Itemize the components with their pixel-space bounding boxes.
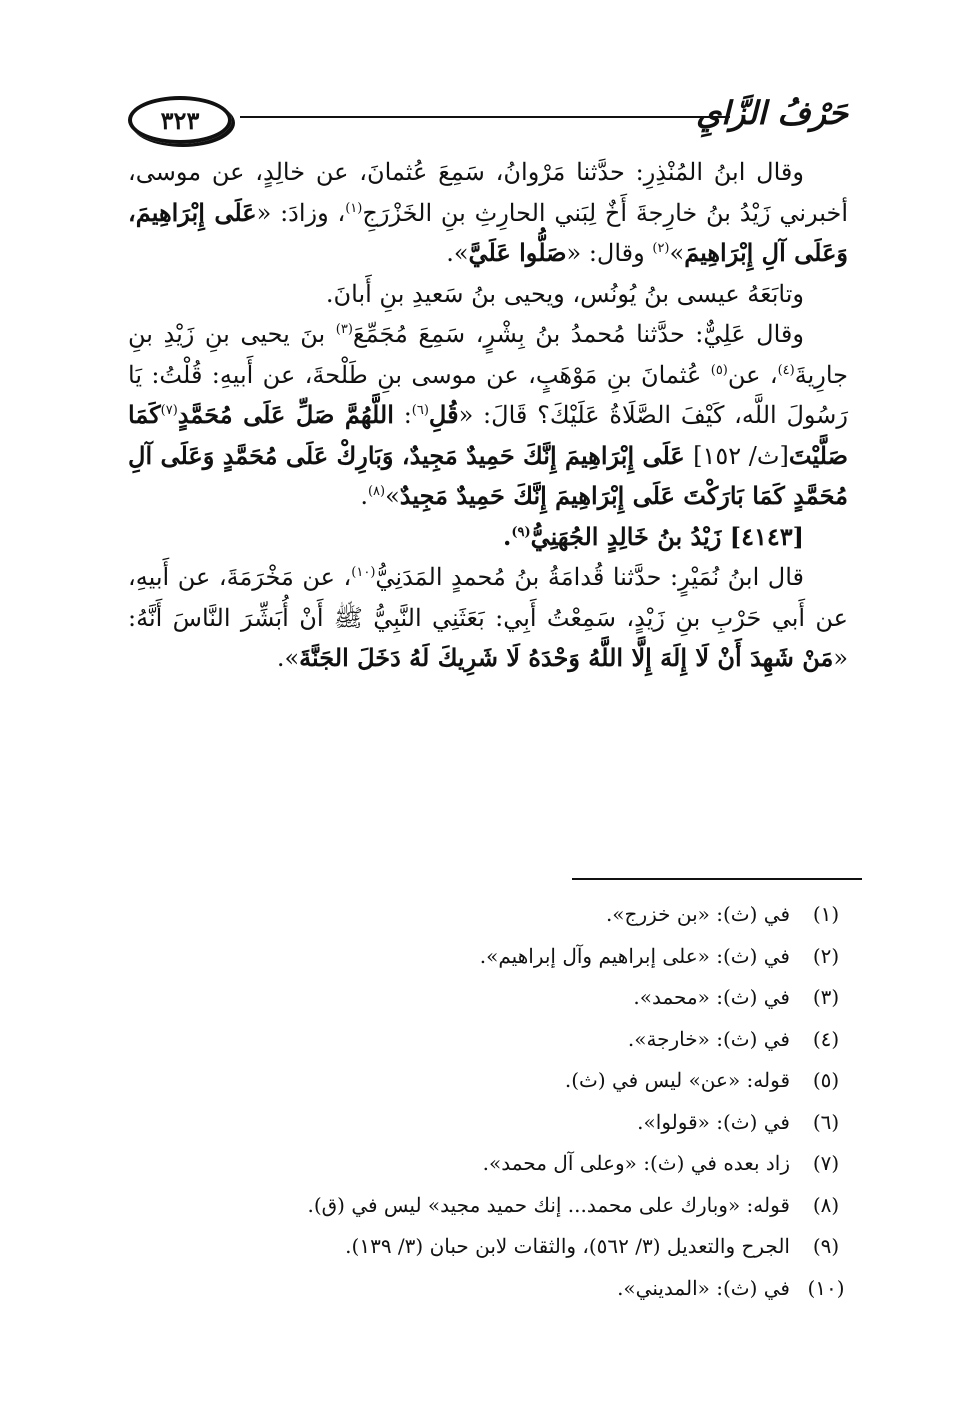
footnote: (٨) قوله: «وبارك على محمد... إنك حميد مجيد» ليس في (ق). (307, 1192, 840, 1217)
footnote-ref: (١) (345, 200, 363, 216)
paragraph-2: وتابَعَهُ عيسى بنُ يُونُس، ويحيى بنُ سَعيدِ بنِ أَبانَ. (325, 279, 804, 308)
footnote: (٦) في (ث): «قولوا». (637, 1109, 840, 1134)
footnote: (٩) الجرح والتعديل (٣/ ٥٦٢)، والثقات لابن حبان (٣/ ١٣٩). (345, 1234, 840, 1258)
footnote-ref: (٥) (710, 362, 728, 378)
footnote: (٢) في (ث): «على إبراهيم وآل إبراهيم». (479, 943, 840, 968)
header-rule (240, 116, 730, 118)
footnote-ref: (٤) (777, 362, 795, 378)
footnote-ref: (٧) (160, 403, 178, 418)
page-number: ٣٢٣ (128, 96, 232, 144)
footnote-ref: (١٠) (351, 565, 376, 580)
footnote: (١٠) في (ث): «المديني». (617, 1275, 845, 1300)
page-header (128, 92, 848, 142)
footnote-ref: (٩) (511, 524, 531, 540)
footnote-ref: (٨) (367, 484, 386, 499)
paragraph-1: وقال ابنُ المُنْذِرِ: حدَّثنا مَرْوانُ، سَمِعَ عُثمانَ، عن خالِدٍ، عن موسى، أخبرني زَيْدُ بنُ خارِجةَ أَخٌ لِبَني الحارِثِ بنِ الخَزْرَجِ$^{(١)}$، وزادَ: «عَلَى إِبْرَاهِيمَ، وَعَلَى آلِ إِبْرَاهِيمَ»$^{(٢)}$ وقال: «صَلُّوا عَلَيَّ». (128, 158, 849, 267)
paragraph-4: قال ابنُ نُمَيْرٍ: حدَّثنا قُدامَةُ بنُ مُحمدٍ المَدَنِيُّ$^{(١٠)}$، عن مَخْرَمَةَ، عن أَبيهِ، عن أَبي حَرْبِ بنِ زَيْدٍ، سَمِعْتُ أَبِي: بَعَثَنِي النَّبِيُّ ﷺ أَنْ أُبَشِّرَ النَّاسَ أَنَّهُ: «مَنْ شَهِدَ أَنْ لَا إِلَهَ إِلَّا اللَّهُ وَحْدَهُ لَا شَرِيكَ لَهُ دَخَلَ الجَنَّةَ». (128, 563, 848, 672)
footnote: (٤) في (ث): «خارجة». (627, 1026, 840, 1051)
footnote: (٥) قوله: «عن» ليس في (ث). (564, 1068, 840, 1092)
entry-heading: [٤١٤٣] زَيْدُ بنُ خَالِدٍ الجُهَنِيُّ$^{(٩)}$. (502, 521, 804, 551)
footnote-ref: (٢) (652, 241, 670, 256)
manuscript-ref: [ث/ ١٥٢] (693, 441, 789, 470)
footnotes (128, 894, 848, 1309)
footnote: (٧) زاد بعده في (ث): «وعلى آل محمد». (482, 1151, 840, 1175)
footnote-ref: (٦) (411, 403, 429, 418)
footnote-separator (572, 878, 862, 880)
paragraph-3: وقال عَلِيٌّ: حدَّثنا مُحمدُ بنُ بِشْرٍ، سَمِعَ مُجَمِّعَ$^{(٣)}$ بنَ يحيى بنِ زَيْدِ بنِ جارِيةَ$^{(٤)}$، عن$^{(٥)}$ عُثمانَ بنِ مَوْهَبٍ، عن موسى بنِ طَلْحةَ، عن أَبيهِ: قُلْتُ: يَا رَسُولَ اللَّه، كَيْفَ الصَّلَاةُ عَلَيْكَ؟ قَالَ: «قُلِ$^{(٦)}$: اللَّهُمَّ صَلِّ عَلَى مُحَمَّدٍ$^{(٧)}$كَمَا صَلَّيْتَ[ث/ ١٥٢] عَلَى إِبْرَاهِيمَ إِنَّكَ حَمِيدٌ مَجِيدٌ، وَبَارِكْ عَلَى مُحَمَّدٍ وَعَلَى آلِ مُحَمَّدٍ كَمَا بَارَكْتَ عَلَى إِبْرَاهِيمَ إِنَّكَ حَمِيدٌ مَجِيدٌ»$^{(٨)}$. (128, 320, 849, 510)
footnote: (١) في (ث): «بن خزرج». (605, 902, 840, 926)
running-title: حَرْفُ الزَّايِ (696, 94, 848, 132)
footnote-ref: (٣) (335, 322, 353, 337)
main-text (128, 152, 848, 679)
footnote: (٣) في (ث): «محمد». (633, 985, 840, 1009)
